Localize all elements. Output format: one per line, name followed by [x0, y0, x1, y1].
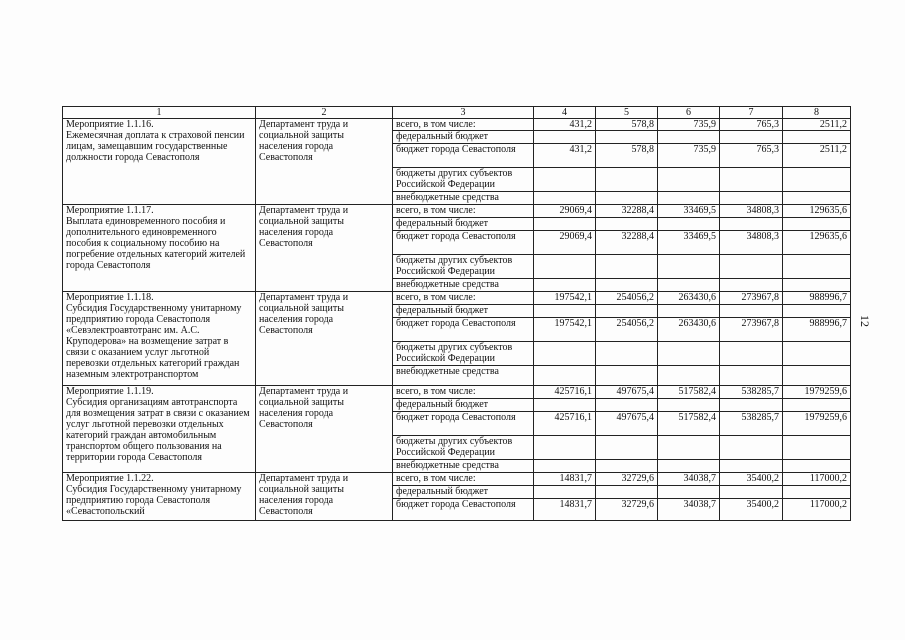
activity-title: Мероприятие 1.1.17. Выплата единовременного пособия и дополнительного единовременного пособия к социальному пособию на погребение отдельных категорий жителей города Севастополя	[63, 205, 256, 292]
header-col-8: 8	[783, 107, 851, 119]
funding-source-label: всего, в том числе:	[393, 292, 534, 305]
header-col-5: 5	[596, 107, 658, 119]
value-col-8	[783, 460, 851, 473]
value-col-8	[783, 218, 851, 231]
value-col-8: 988996,7	[783, 318, 851, 342]
value-col-5	[596, 192, 658, 205]
value-col-6: 263430,6	[658, 292, 720, 305]
value-col-4: 197542,1	[534, 318, 596, 342]
responsible-department: Департамент труда и социальной защиты населения города Севастополя	[256, 473, 393, 521]
value-col-4: 431,2	[534, 144, 596, 168]
value-col-7: 273967,8	[720, 318, 783, 342]
funding-source-label: бюджеты других субъектов Российской Федерации	[393, 436, 534, 460]
value-col-6	[658, 436, 720, 460]
value-col-5	[596, 131, 658, 144]
funding-source-label: внебюджетные средства	[393, 279, 534, 292]
value-col-8: 129635,6	[783, 205, 851, 218]
funding-source-label: бюджет города Севастополя	[393, 412, 534, 436]
value-col-4	[534, 218, 596, 231]
value-col-6: 517582,4	[658, 386, 720, 399]
activity-title: Мероприятие 1.1.18. Субсидия Государственному унитарному предприятию города Севастополя «Севэлектроавтотранс им. А.С. Круподерова» на возмещение затрат в связи с оказанием услуг льготной перевозки отдельных категорий граждан наземным электротранспортом	[63, 292, 256, 386]
funding-source-label: федеральный бюджет	[393, 486, 534, 499]
value-col-5	[596, 255, 658, 279]
funding-source-label: бюджеты других субъектов Российской Федерации	[393, 255, 534, 279]
value-col-8: 988996,7	[783, 292, 851, 305]
funding-source-label: федеральный бюджет	[393, 131, 534, 144]
value-col-8: 117000,2	[783, 499, 851, 521]
value-col-6	[658, 399, 720, 412]
value-col-6	[658, 218, 720, 231]
header-col-3: 3	[393, 107, 534, 119]
activity-title: Мероприятие 1.1.22. Субсидия Государственному унитарному предприятию города Севастополя «Севастопольский	[63, 473, 256, 521]
value-col-4: 29069,4	[534, 205, 596, 218]
funding-source-label: бюджеты других субъектов Российской Федерации	[393, 168, 534, 192]
value-col-5	[596, 279, 658, 292]
value-col-6	[658, 168, 720, 192]
value-col-5: 32288,4	[596, 231, 658, 255]
value-col-7: 273967,8	[720, 292, 783, 305]
value-col-7: 765,3	[720, 119, 783, 131]
value-col-7	[720, 486, 783, 499]
value-col-4	[534, 192, 596, 205]
activity-title: Мероприятие 1.1.19. Субсидия организациям автотранспорта для возмещения затрат в связи с оказанием услуг льготной перевозки отдельных категорий граждан автомобильным транспортом общего пользования на территории города Севастополя	[63, 386, 256, 473]
funding-source-label: внебюджетные средства	[393, 460, 534, 473]
value-col-4	[534, 255, 596, 279]
value-col-6	[658, 279, 720, 292]
value-col-7: 538285,7	[720, 386, 783, 399]
value-col-4	[534, 460, 596, 473]
value-col-5	[596, 342, 658, 366]
table-row	[63, 205, 851, 218]
value-col-8: 1979259,6	[783, 386, 851, 399]
value-col-5: 578,8	[596, 119, 658, 131]
value-col-6	[658, 305, 720, 318]
value-col-7	[720, 436, 783, 460]
value-col-4: 29069,4	[534, 231, 596, 255]
value-col-6: 735,9	[658, 144, 720, 168]
value-col-7	[720, 305, 783, 318]
value-col-5	[596, 305, 658, 318]
value-col-4	[534, 399, 596, 412]
value-col-4: 14831,7	[534, 473, 596, 486]
value-col-6	[658, 486, 720, 499]
header-col-4: 4	[534, 107, 596, 119]
value-col-4	[534, 131, 596, 144]
value-col-7	[720, 366, 783, 386]
value-col-5	[596, 436, 658, 460]
page-number: 12	[858, 315, 872, 327]
value-col-8	[783, 342, 851, 366]
budget-table	[62, 106, 851, 521]
header-col-1: 1	[63, 107, 256, 119]
value-col-4	[534, 342, 596, 366]
value-col-4	[534, 168, 596, 192]
funding-source-label: бюджет города Севастополя	[393, 499, 534, 521]
responsible-department: Департамент труда и социальной защиты населения города Севастополя	[256, 205, 393, 292]
value-col-5: 578,8	[596, 144, 658, 168]
value-col-8: 2511,2	[783, 144, 851, 168]
funding-source-label: внебюджетные средства	[393, 366, 534, 386]
value-col-8: 117000,2	[783, 473, 851, 486]
value-col-4: 431,2	[534, 119, 596, 131]
funding-source-label: всего, в том числе:	[393, 386, 534, 399]
value-col-4	[534, 366, 596, 386]
value-col-4: 425716,1	[534, 412, 596, 436]
value-col-7	[720, 279, 783, 292]
funding-source-label: федеральный бюджет	[393, 305, 534, 318]
value-col-8	[783, 399, 851, 412]
responsible-department: Департамент труда и социальной защиты населения города Севастополя	[256, 119, 393, 205]
value-col-6	[658, 192, 720, 205]
value-col-7: 35400,2	[720, 499, 783, 521]
funding-source-label: всего, в том числе:	[393, 119, 534, 131]
table-row	[63, 473, 851, 486]
value-col-7	[720, 342, 783, 366]
value-col-7	[720, 168, 783, 192]
value-col-8	[783, 279, 851, 292]
value-col-6: 33469,5	[658, 205, 720, 218]
value-col-4	[534, 305, 596, 318]
value-col-7: 34808,3	[720, 205, 783, 218]
value-col-5: 254056,2	[596, 318, 658, 342]
value-col-8	[783, 255, 851, 279]
value-col-5	[596, 486, 658, 499]
value-col-5	[596, 366, 658, 386]
value-col-4: 425716,1	[534, 386, 596, 399]
value-col-7: 765,3	[720, 144, 783, 168]
funding-source-label: федеральный бюджет	[393, 399, 534, 412]
funding-source-label: всего, в том числе:	[393, 205, 534, 218]
funding-source-label: бюджет города Севастополя	[393, 231, 534, 255]
value-col-8	[783, 305, 851, 318]
header-col-7: 7	[720, 107, 783, 119]
value-col-4	[534, 486, 596, 499]
value-col-5	[596, 168, 658, 192]
value-col-6: 33469,5	[658, 231, 720, 255]
value-col-8	[783, 131, 851, 144]
value-col-4	[534, 436, 596, 460]
value-col-7: 34808,3	[720, 231, 783, 255]
value-col-6	[658, 255, 720, 279]
value-col-7	[720, 218, 783, 231]
funding-source-label: внебюджетные средства	[393, 192, 534, 205]
value-col-4: 197542,1	[534, 292, 596, 305]
funding-source-label: бюджет города Севастополя	[393, 318, 534, 342]
value-col-7	[720, 255, 783, 279]
value-col-4: 14831,7	[534, 499, 596, 521]
funding-source-label: федеральный бюджет	[393, 218, 534, 231]
value-col-6	[658, 131, 720, 144]
header-col-2: 2	[256, 107, 393, 119]
value-col-7	[720, 192, 783, 205]
value-col-8: 2511,2	[783, 119, 851, 131]
value-col-6	[658, 342, 720, 366]
value-col-5: 497675,4	[596, 412, 658, 436]
value-col-5: 254056,2	[596, 292, 658, 305]
value-col-6: 34038,7	[658, 499, 720, 521]
value-col-8: 1979259,6	[783, 412, 851, 436]
header-row	[63, 107, 851, 119]
value-col-7: 538285,7	[720, 412, 783, 436]
table-row	[63, 119, 851, 131]
value-col-4	[534, 279, 596, 292]
value-col-6: 517582,4	[658, 412, 720, 436]
value-col-8	[783, 366, 851, 386]
value-col-8	[783, 192, 851, 205]
value-col-7: 35400,2	[720, 473, 783, 486]
value-col-6: 735,9	[658, 119, 720, 131]
value-col-8	[783, 486, 851, 499]
value-col-5: 32288,4	[596, 205, 658, 218]
funding-source-label: бюджет города Севастополя	[393, 144, 534, 168]
value-col-6: 263430,6	[658, 318, 720, 342]
value-col-7	[720, 399, 783, 412]
value-col-7	[720, 131, 783, 144]
value-col-6	[658, 460, 720, 473]
table-row	[63, 292, 851, 305]
value-col-5	[596, 460, 658, 473]
funding-source-label: бюджеты других субъектов Российской Федерации	[393, 342, 534, 366]
value-col-5: 32729,6	[596, 499, 658, 521]
value-col-6: 34038,7	[658, 473, 720, 486]
value-col-6	[658, 366, 720, 386]
value-col-5: 32729,6	[596, 473, 658, 486]
value-col-5: 497675,4	[596, 386, 658, 399]
value-col-5	[596, 399, 658, 412]
value-col-7	[720, 460, 783, 473]
table-row	[63, 386, 851, 399]
responsible-department: Департамент труда и социальной защиты населения города Севастополя	[256, 386, 393, 473]
funding-source-label: всего, в том числе:	[393, 473, 534, 486]
value-col-5	[596, 218, 658, 231]
value-col-8: 129635,6	[783, 231, 851, 255]
value-col-8	[783, 168, 851, 192]
responsible-department: Департамент труда и социальной защиты населения города Севастополя	[256, 292, 393, 386]
header-col-6: 6	[658, 107, 720, 119]
activity-title: Мероприятие 1.1.16. Ежемесячная доплата к страховой пенсии лицам, замещавшим государственные должности города Севастополя	[63, 119, 256, 205]
value-col-8	[783, 436, 851, 460]
